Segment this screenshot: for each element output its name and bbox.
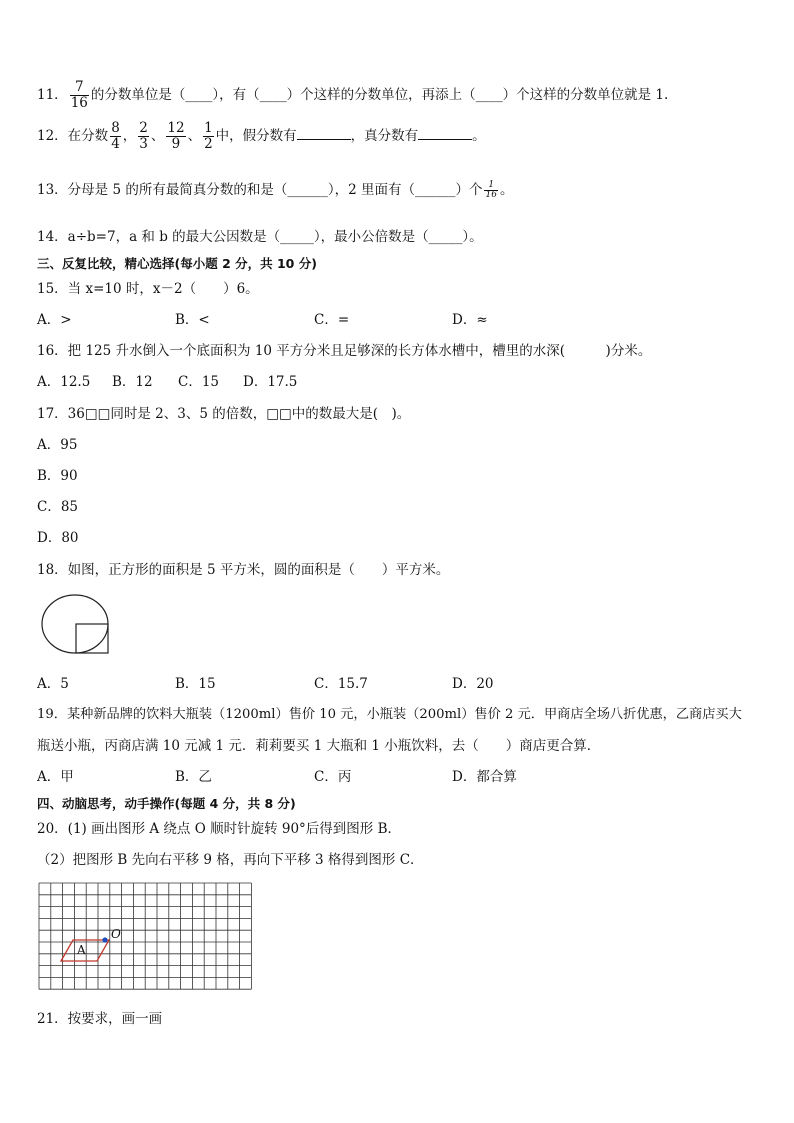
question-13: 13．分母是 5 的所有最简真分数的和是（______），2 里面有（______）个 $\frac{1}{16}$ 。 [37, 180, 514, 200]
option-b[interactable]: B．乙 [175, 769, 212, 785]
option-c[interactable]: C．丙 [314, 769, 352, 785]
grid-figure [38, 882, 256, 994]
option-b[interactable]: B．12 [112, 374, 153, 390]
label-o: O [111, 927, 121, 941]
fraction: $\frac{1}{2}$ [204, 120, 213, 152]
option-a[interactable]: A．甲 [37, 769, 74, 785]
fraction: $\frac{8}{4}$ [111, 120, 120, 152]
answer-blank[interactable] [297, 125, 351, 140]
option-c[interactable]: C．= [314, 312, 350, 328]
question-16: 16．把 125 升水倒入一个底面积为 10 平方分米且足够深的长方体水槽中，槽里的水深( )分米。 [37, 343, 652, 359]
fraction: $\frac{1}{16}$ [485, 180, 497, 200]
option-a[interactable]: A．95 [37, 437, 78, 453]
question-19-line-1: 19．某种新品牌的饮料大瓶装（1200ml）售价 10 元，小瓶装（200ml）售价 2 元．甲商店全场八折优惠，乙商店买大 [37, 707, 742, 722]
question-21: 21．按要求，画一画 [37, 1011, 163, 1027]
point-o [102, 937, 107, 942]
fraction: $\frac{12}{9}$ [167, 120, 185, 152]
option-b[interactable]: B．< [175, 312, 210, 328]
section-heading-4: 四、动脑思考，动手操作(每题 4 分，共 8 分) [37, 796, 296, 811]
question-11 [37, 80, 668, 111]
fraction: $\frac{7}{16}$ [70, 79, 88, 111]
option-a[interactable]: A．5 [37, 676, 69, 692]
option-a[interactable]: A．12.5 [37, 374, 91, 390]
question-20-part-1: 20．(1) 画出图形 A 绕点 O 顺时针旋转 90°后得到图形 B． [37, 821, 402, 837]
fraction: $\frac{2}{3}$ [139, 120, 148, 152]
option-b[interactable]: B．90 [37, 468, 78, 484]
option-d[interactable]: D．都合算 [452, 769, 517, 785]
question-text: 的分数单位是（____），有（____）个这样的分数单位，再添上（____）个这样的分数单位就是 1. [90, 87, 669, 103]
option-c[interactable]: C．85 [37, 499, 79, 515]
question-14: 14．a÷b=7，a 和 b 的最大公因数是（_____），最小公倍数是（_____）。 [37, 229, 483, 245]
question-15: 15．当 x=10 时，x－2（ ）6。 [37, 281, 259, 297]
option-d[interactable]: D．≈ [452, 312, 488, 328]
circle-square-figure [38, 594, 118, 660]
answer-blank[interactable] [418, 125, 472, 140]
option-c[interactable]: C．15.7 [314, 676, 368, 692]
option-c[interactable]: C．15 [178, 374, 220, 390]
section-heading-3: 三、反复比较，精心选择(每小题 2 分，共 10 分) [37, 256, 317, 271]
option-d[interactable]: D．80 [37, 530, 79, 546]
option-d[interactable]: D．17.5 [243, 374, 298, 390]
question-18: 18．如图，正方形的面积是 5 平方米，圆的面积是（ ）平方米。 [37, 562, 450, 578]
label-a: A [77, 943, 86, 957]
question-17: 17．36□□同时是 2、3、5 的倍数，□□中的数最大是( )。 [37, 406, 411, 422]
option-a[interactable]: A．> [37, 312, 72, 328]
question-20-part-2: （2）把图形 B 先向右平移 9 格，再向下平移 3 格得到图形 C． [37, 852, 424, 868]
option-b[interactable]: B．15 [175, 676, 216, 692]
question-19-line-2: 瓶送小瓶，丙商店满 10 元减 1 元．莉莉要买 1 大瓶和 1 小瓶饮料，去（ ）商店更合算． [37, 738, 601, 754]
question-number: 11． [37, 87, 68, 103]
question-12: 12．在分数 $\frac{8}{4}$ ， $\frac{2}{3}$ 、 $\frac{12}{9}$ 、 $\frac{1}{2}$ 中，假分数有 ，真分数有 。 [37, 120, 486, 152]
option-d[interactable]: D．20 [452, 676, 494, 692]
